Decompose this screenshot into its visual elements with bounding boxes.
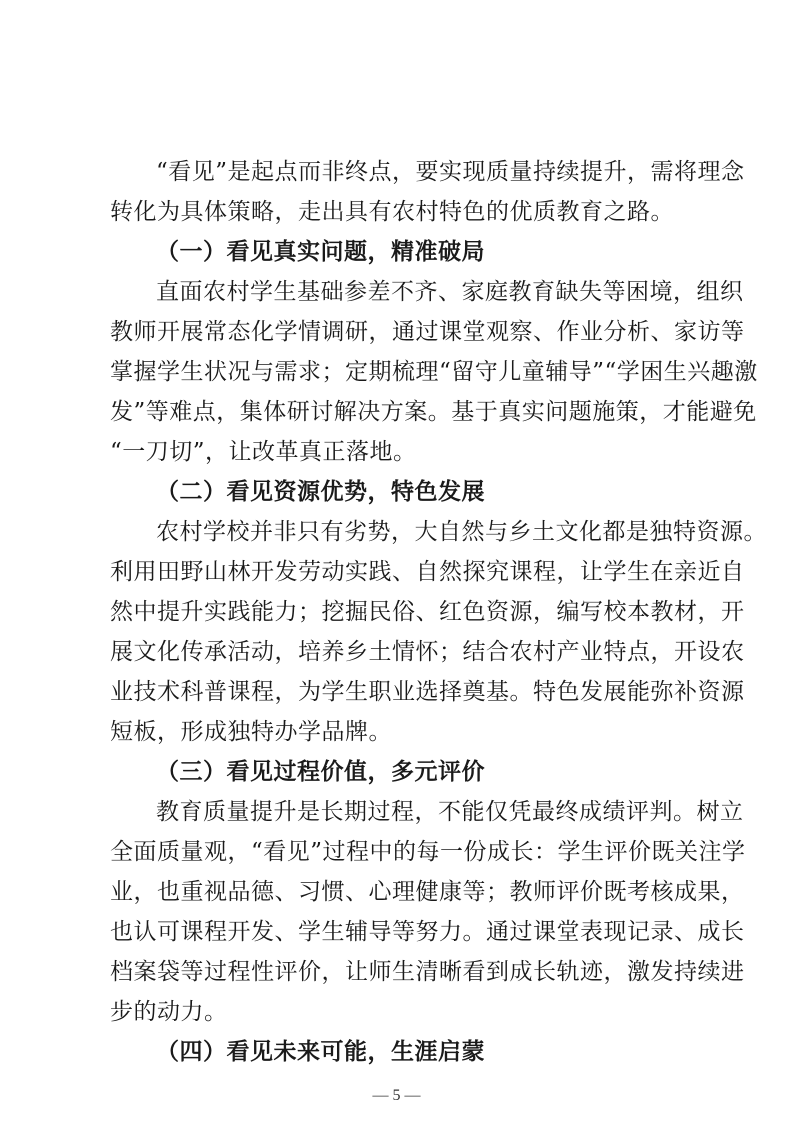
paragraph-line: 业技术科普课程，为学生职业选择奠基。特色发展能弥补资源 bbox=[110, 679, 745, 705]
paragraph-line: 短板，形成独特办学品牌。 bbox=[110, 719, 392, 745]
section-heading: （一）看见真实问题，精准破局 bbox=[156, 239, 485, 265]
paragraph-line: 掌握学生状况与需求；定期梳理“留守儿童辅导”“学困生兴趣激 bbox=[110, 359, 758, 385]
paragraph-line: 教师开展常态化学情调研，通过课堂观察、作业分析、家访等 bbox=[110, 319, 745, 345]
paragraph-line: 也认可课程开发、学生辅导等努力。通过课堂表现记录、成长 bbox=[110, 919, 745, 945]
paragraph-line: “看见”是起点而非终点，要实现质量持续提升，需将理念 bbox=[156, 159, 745, 185]
page-number: — 5 — bbox=[372, 1087, 421, 1104]
paragraph-line: 步的动力。 bbox=[110, 999, 228, 1025]
paragraph-line: “一刀切”，让改革真正落地。 bbox=[110, 439, 417, 465]
paragraph-line: 农村学校并非只有劣势，大自然与乡土文化都是独特资源。 bbox=[156, 519, 767, 545]
paragraph-line: 利用田野山林开发劳动实践、自然探究课程，让学生在亲近自 bbox=[110, 559, 745, 585]
section-heading: （四）看见未来可能，生涯启蒙 bbox=[156, 1039, 485, 1065]
section-heading: （二）看见资源优势，特色发展 bbox=[156, 479, 485, 505]
paragraph-line: 直面农村学生基础参差不齐、家庭教育缺失等困境，组织 bbox=[156, 279, 744, 305]
paragraph-line: 教育质量提升是长期过程，不能仅凭最终成绩评判。树立 bbox=[156, 799, 744, 825]
paragraph-line: 业，也重视品德、习惯、心理健康等；教师评价既考核成果， bbox=[110, 879, 745, 905]
section-heading: （三）看见过程价值，多元评价 bbox=[156, 759, 485, 785]
paragraph-line: 全面质量观，“看见”过程中的每一份成长：学生评价既关注学 bbox=[110, 839, 746, 865]
paragraph-line: 展文化传承活动，培养乡土情怀；结合农村产业特点，开设农 bbox=[110, 639, 745, 665]
paragraph-line: 转化为具体策略，走出具有农村特色的优质教育之路。 bbox=[110, 199, 674, 225]
paragraph-line: 档案袋等过程性评价，让师生清晰看到成长轨迹，激发持续进 bbox=[110, 959, 745, 985]
paragraph-line: 然中提升实践能力；挖掘民俗、红色资源，编写校本教材，开 bbox=[110, 599, 745, 625]
paragraph-line: 发”等难点，集体研讨解决方案。基于真实问题施策，才能避免 bbox=[110, 399, 757, 425]
